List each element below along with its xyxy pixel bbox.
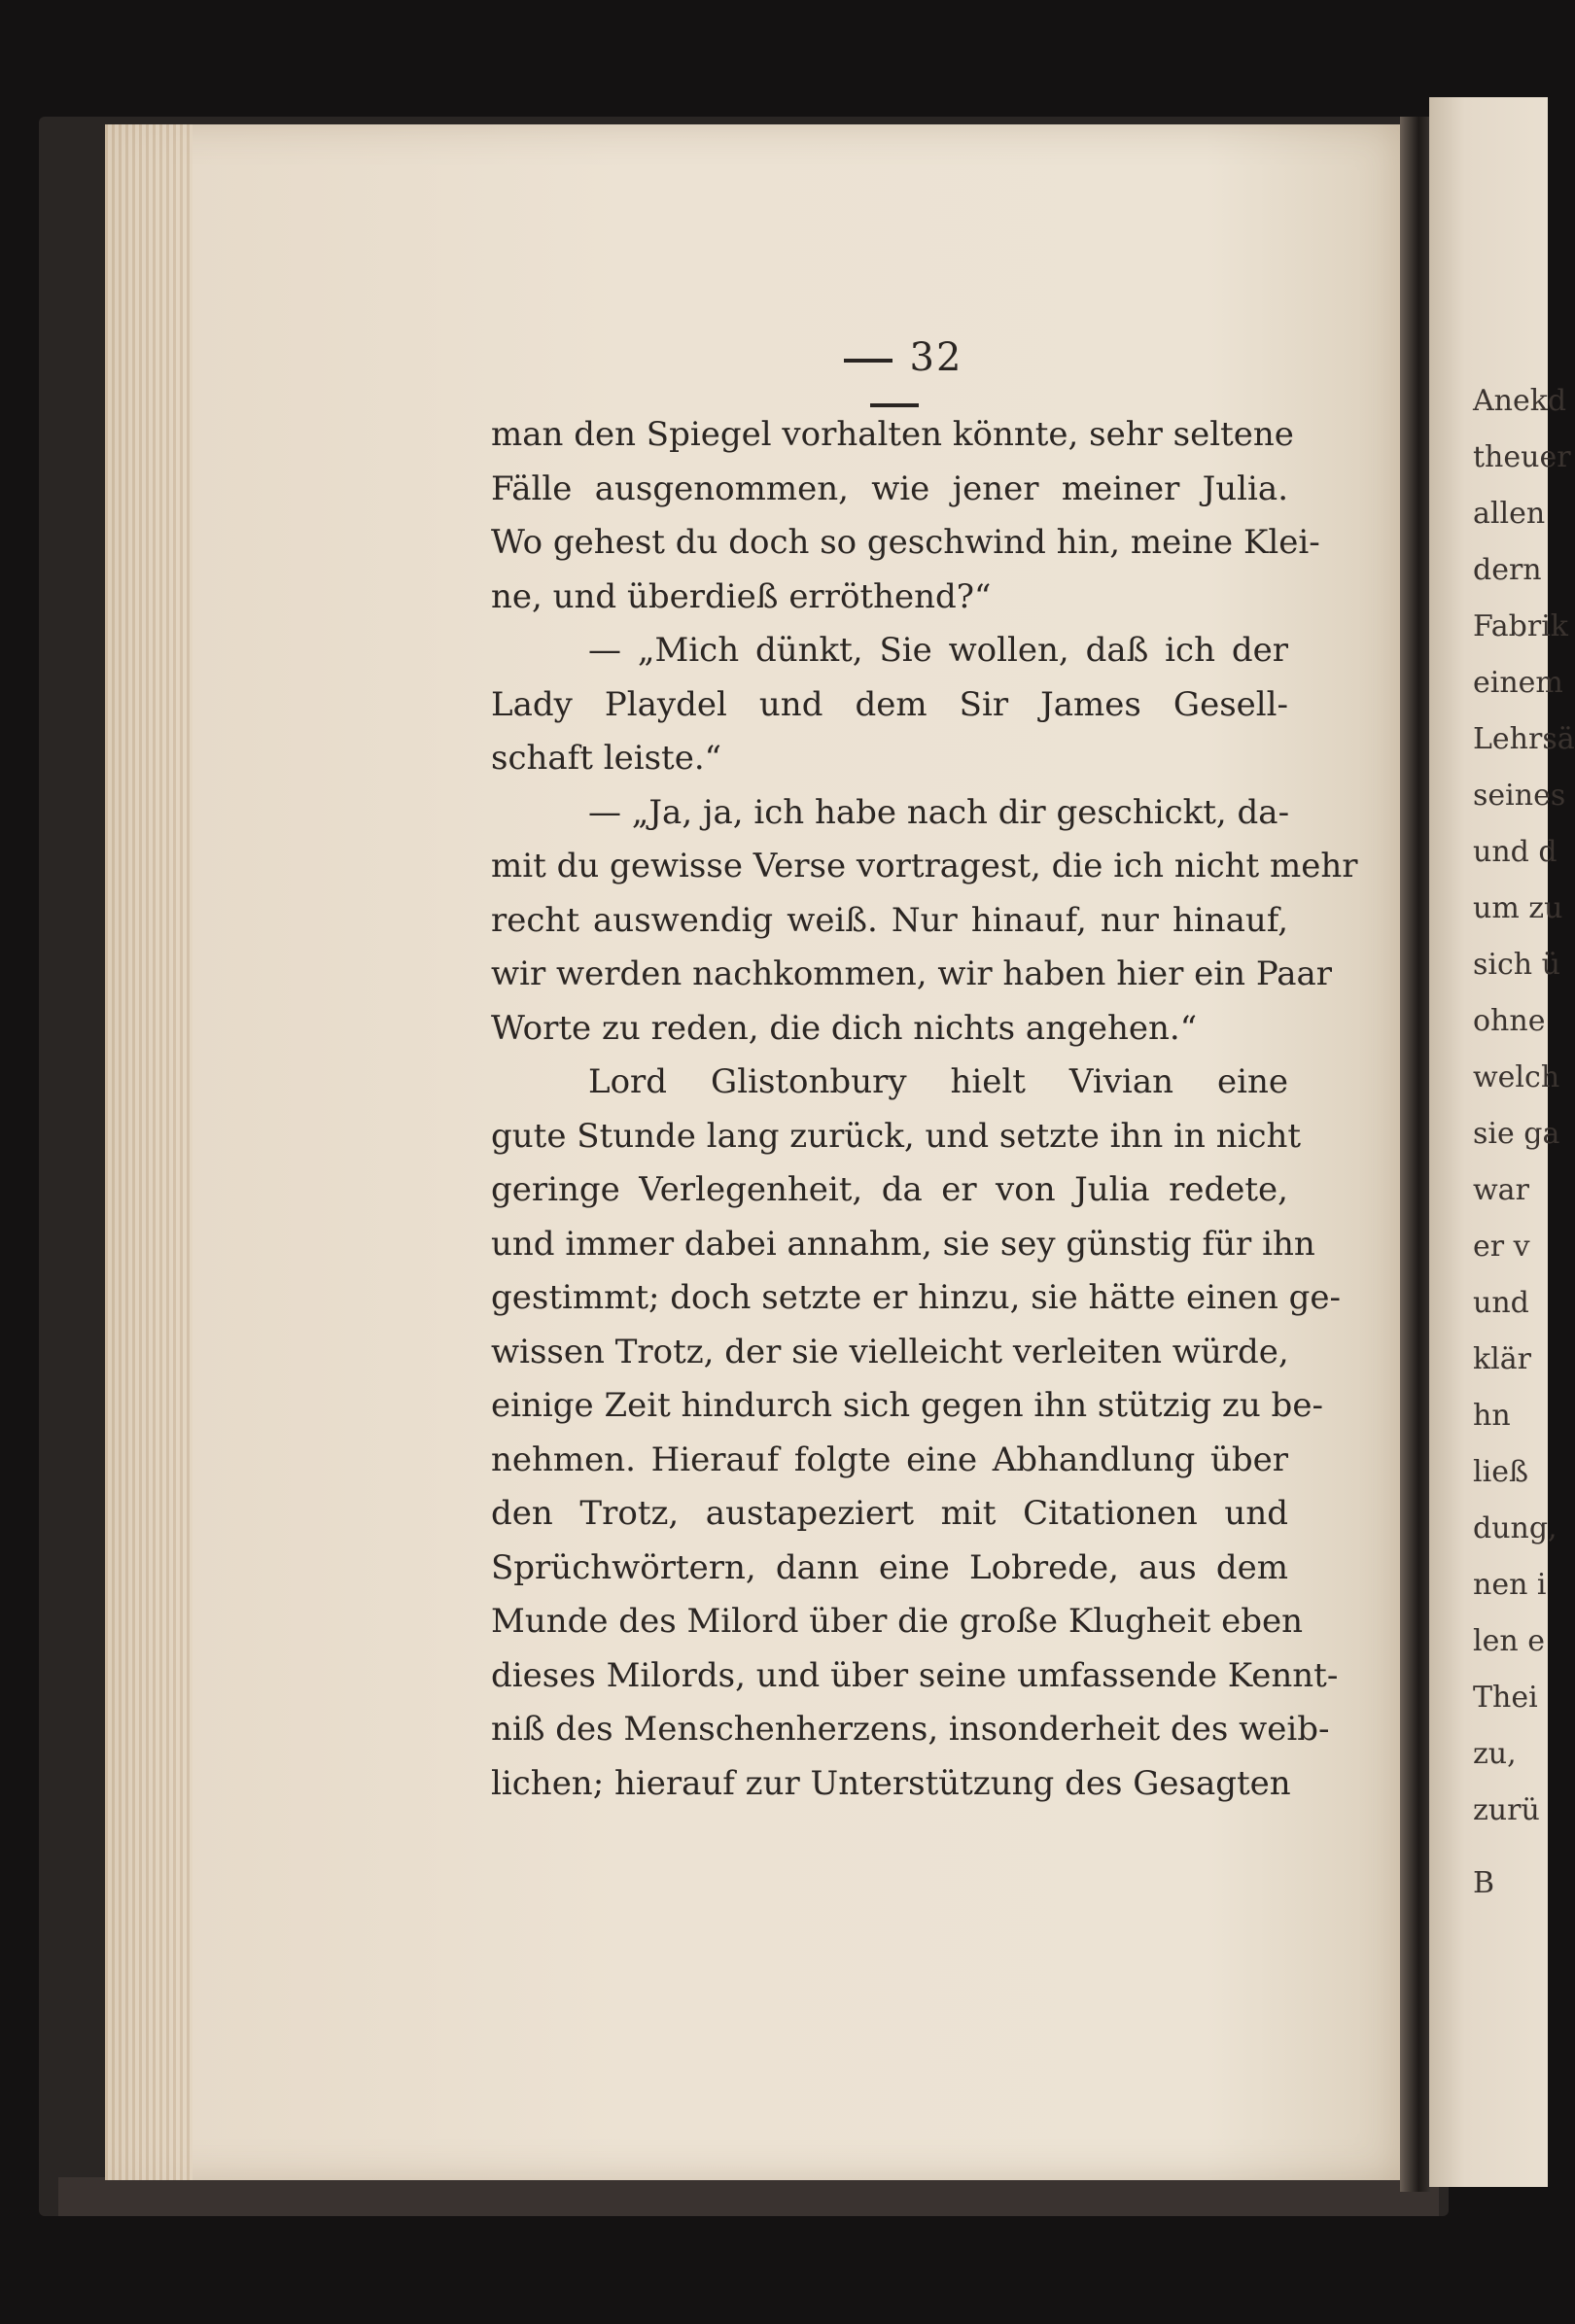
text-line: gestimmt; doch setzte er hinzu, sie hätte einen ge- [491, 1278, 1342, 1317]
text-line: und immer dabei annahm, sie sey günstig für ihn [491, 1224, 1315, 1264]
facing-page-fragment: allen [1473, 497, 1546, 531]
text-line: mit du gewisse Verse vortragest, die ich nicht mehr [491, 847, 1358, 885]
facing-page-fragment: Anekd [1473, 384, 1567, 418]
facing-page-fragment: klär [1473, 1342, 1531, 1376]
facing-page-fragment: ohne [1473, 1004, 1546, 1038]
facing-page-fragment: Thei [1473, 1681, 1538, 1715]
facing-page-fragment: nen i [1473, 1568, 1547, 1602]
facing-page-fragment: Fabrik [1473, 609, 1568, 643]
facing-page-fragment: seines [1473, 779, 1566, 813]
facing-page-fragment: B [1473, 1866, 1495, 1900]
text-line: Lady Playdel und dem Sir James Gesell- [491, 684, 1288, 724]
facing-page-fragment: dern [1473, 553, 1542, 587]
text-line: lichen; hierauf zur Unterstützung des Gesagten [491, 1763, 1291, 1803]
text-line: niß des Menschenherzens, insonderheit des weib- [491, 1710, 1330, 1749]
facing-page-fragment: und d [1473, 835, 1558, 869]
facing-page-fragment: sie ga [1473, 1117, 1560, 1151]
text-line: nehmen. Hierauf folgte eine Abhandlung über [491, 1439, 1288, 1479]
facing-page-fragment: welch [1473, 1060, 1560, 1094]
text-line: Lord Glistonbury hielt Vivian eine [588, 1062, 1288, 1101]
text-line: Wo gehest du doch so geschwind hin, meine Klei- [491, 523, 1320, 562]
facing-page-fragment: sich ü [1473, 948, 1560, 982]
page-number-text: 32 [909, 335, 963, 380]
dash-left [844, 359, 892, 363]
text-line: Worte zu reden, die dich nichts angehen.“ [491, 1008, 1198, 1048]
facing-page-fragment: len e [1473, 1624, 1545, 1658]
text-line: — „Ja, ja, ich habe nach dir geschickt, da- [588, 792, 1290, 832]
cover-edge [58, 2177, 1439, 2216]
text-line: — „Mich dünkt, Sie wollen, daß ich der [588, 631, 1288, 670]
text-line: gute Stunde lang zurück, und setzte ihn in nicht [491, 1116, 1302, 1156]
text-line: schaft leiste.“ [491, 739, 722, 778]
text-line: Munde des Milord über die große Klugheit eben [491, 1602, 1304, 1641]
facing-page-fragment: theuer [1473, 440, 1571, 474]
facing-page-fragment: war [1473, 1173, 1529, 1207]
text-line: dieses Milords, und über seine umfassende Kennt- [491, 1655, 1339, 1695]
facing-page-fragment: einem [1473, 666, 1563, 700]
dash-right [870, 403, 919, 407]
facing-page-fragment: und [1473, 1286, 1529, 1320]
text-line: einige Zeit hindurch sich gegen ihn stützig zu be- [491, 1386, 1323, 1425]
text-line: man den Spiegel vorhalten könnte, sehr seltene [491, 415, 1294, 454]
facing-page-fragment: Lehrsä [1473, 722, 1575, 756]
text-line: wissen Trotz, der sie vielleicht verleiten würde, [491, 1332, 1289, 1371]
text-line: recht auswendig weiß. Nur hinauf, nur hinauf, [491, 900, 1288, 940]
page-edges [105, 124, 192, 2180]
body-text [491, 408, 1358, 1811]
text-line: wir werden nachkommen, wir haben hier ein Paar [491, 954, 1332, 993]
text-line: ne, und überdieß erröthend?“ [491, 576, 992, 616]
text-line: geringe Verlegenheit, da er von Julia redete, [491, 1170, 1288, 1209]
text-line: Fälle ausgenommen, wie jener meiner Julia. [491, 468, 1288, 508]
facing-page-fragment: dung, [1473, 1511, 1558, 1545]
facing-page-fragment: zu, [1473, 1737, 1517, 1771]
facing-page-fragment: zurü [1473, 1793, 1540, 1827]
book-gutter [1400, 117, 1431, 2192]
facing-page-fragment: er v [1473, 1230, 1530, 1264]
facing-page-fragment: ließ [1473, 1455, 1528, 1489]
text-line: den Trotz, austapeziert mit Citationen und [491, 1494, 1288, 1533]
facing-page-fragment: um zu [1473, 891, 1563, 925]
facing-page-fragment: hn [1473, 1399, 1511, 1433]
text-line: Sprüchwörtern, dann eine Lobrede, aus dem [491, 1547, 1288, 1587]
